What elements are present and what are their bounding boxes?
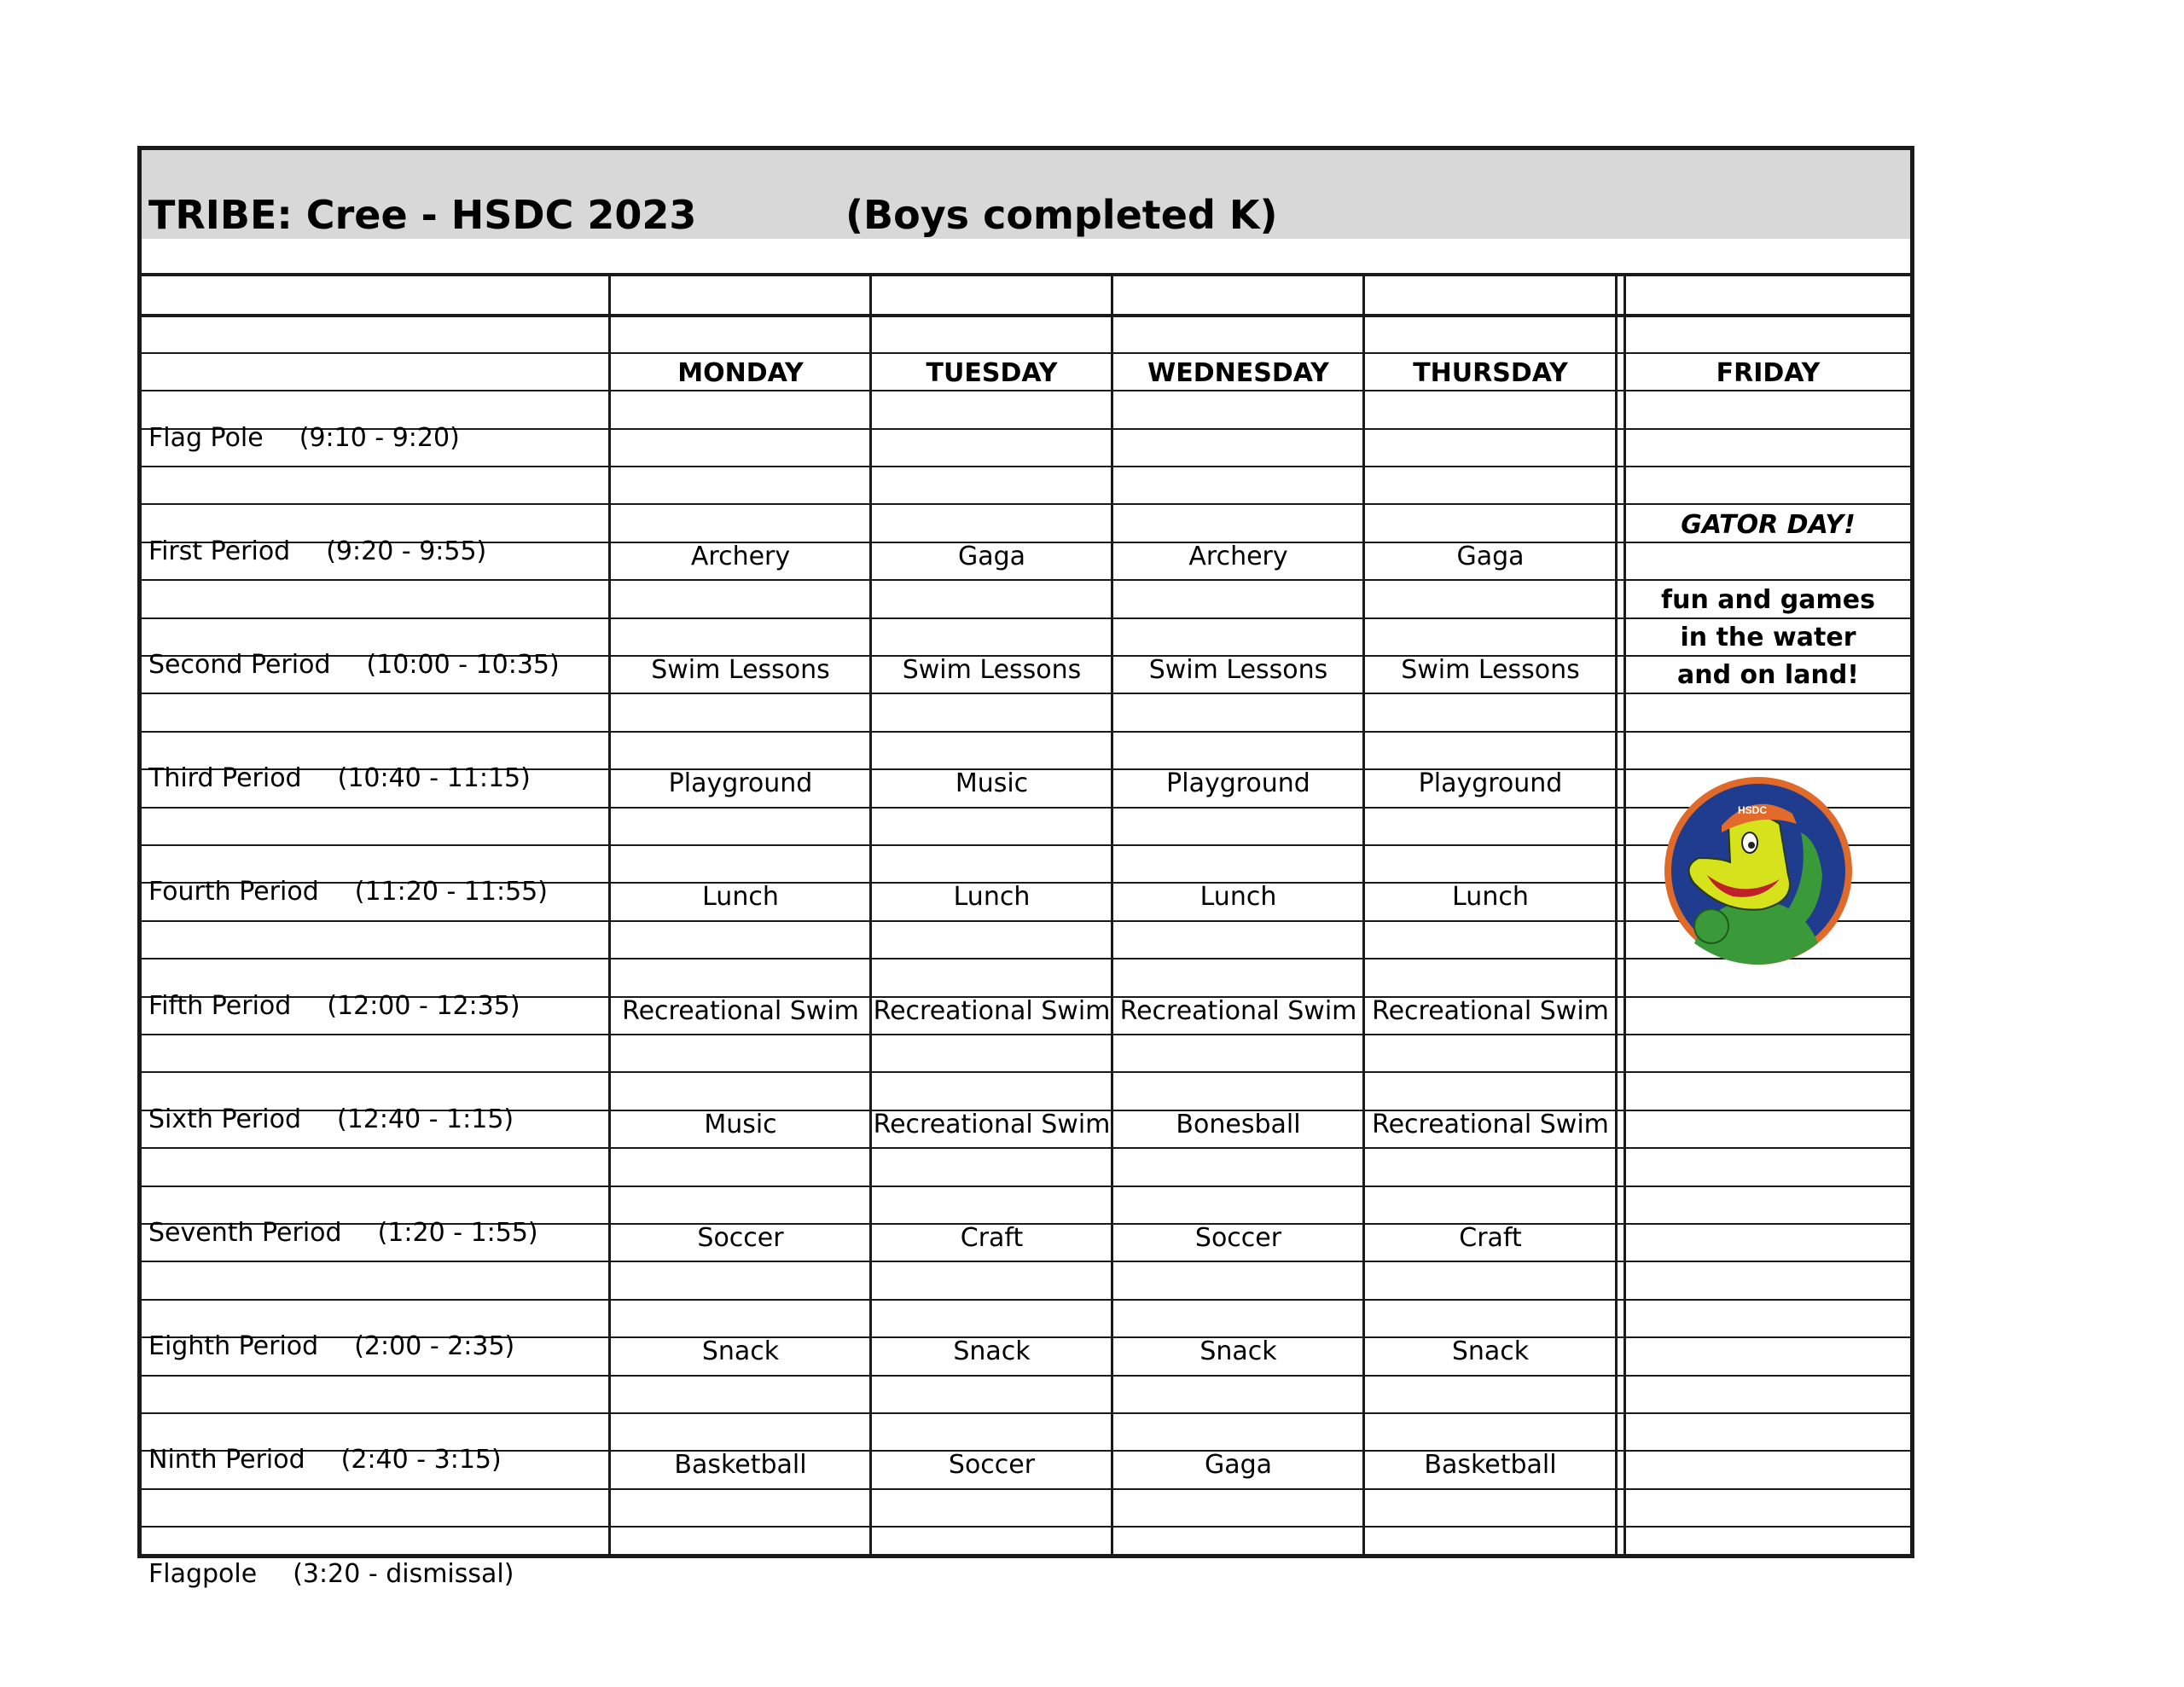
grid-row-divider <box>142 352 1910 354</box>
grid-row-divider <box>142 1526 1910 1528</box>
day-header-monday: MONDAY <box>677 358 804 388</box>
activity-cell: Snack <box>1199 1336 1277 1366</box>
grid-row-divider <box>142 466 1910 467</box>
activity-cell: Soccer <box>1194 1223 1282 1253</box>
schedule-title: TRIBE: Cree - HSDC 2023 <box>148 192 697 238</box>
period-label <box>148 533 486 571</box>
period-time: (2:40 - 3:15) <box>340 1445 502 1475</box>
activity-cell <box>1365 425 1616 462</box>
activity-cell: Playground <box>1166 768 1310 798</box>
activity-cell: Gaga <box>1204 1450 1273 1480</box>
grid-row-divider <box>142 1412 1910 1414</box>
mascot-hand <box>1694 909 1728 943</box>
schedule-sheet <box>137 146 1914 1589</box>
period-label <box>148 1441 502 1479</box>
activity-cell: Craft <box>1459 1223 1522 1253</box>
activity-cell: Recreational Swim <box>1372 1110 1609 1139</box>
period-time: (3:20 - dismissal) <box>293 1559 514 1589</box>
activity-cell: Basketball <box>674 1450 807 1480</box>
activity-cell: Lunch <box>953 882 1031 912</box>
activity-cell: Snack <box>953 1336 1031 1366</box>
grid-row-divider <box>142 807 1910 809</box>
day-header-thursday: THURSDAY <box>1413 358 1568 388</box>
activity-cell: Swim Lessons <box>1148 655 1328 685</box>
schedule-subtitle: (Boys completed K) <box>845 192 1278 238</box>
activity-cell: Lunch <box>1452 882 1529 912</box>
grid-row-divider <box>142 1261 1910 1262</box>
day-header-tuesday: TUESDAY <box>926 358 1058 388</box>
activity-cell: Recreational Swim <box>1372 996 1609 1026</box>
activity-cell <box>872 1561 1112 1598</box>
grid-row-divider <box>142 920 1910 922</box>
activity-cell: Recreational Swim <box>622 996 859 1026</box>
grid-row-divider <box>142 579 1910 581</box>
friday-note-line: fun and games <box>1661 585 1875 615</box>
grid-row-divider <box>142 1186 1910 1187</box>
activity-cell: Gaga <box>957 542 1026 571</box>
activity-cell: Recreational Swim <box>873 1110 1111 1139</box>
activity-cell <box>1113 1561 1363 1598</box>
period-name: Flag Pole <box>148 423 264 453</box>
activity-cell: Lunch <box>702 882 779 912</box>
activity-cell: Recreational Swim <box>873 996 1111 1026</box>
grid-row-divider <box>142 1488 1910 1490</box>
period-label <box>148 760 531 797</box>
period-name: Second Period <box>148 650 331 680</box>
period-label <box>148 1328 514 1365</box>
activity-cell: Swim Lessons <box>1401 655 1580 685</box>
activity-cell: Archery <box>690 542 791 571</box>
period-name: Seventh Period <box>148 1218 342 1248</box>
period-name: Flagpole <box>148 1559 258 1589</box>
grid-row-divider <box>142 314 1910 317</box>
activity-cell <box>611 425 870 462</box>
grid-column-divider <box>1623 276 1626 1554</box>
period-label <box>148 646 560 684</box>
friday-note-line: in the water <box>1680 623 1856 652</box>
grid-row-divider <box>142 503 1910 505</box>
period-name: Eighth Period <box>148 1331 319 1361</box>
gator-mascot-icon <box>1660 773 1856 969</box>
grid-row-divider <box>142 1375 1910 1377</box>
period-time: (12:00 - 12:35) <box>327 991 520 1021</box>
activity-cell: Gaga <box>1456 542 1525 571</box>
grid-row-divider <box>142 958 1910 959</box>
grid-row-divider <box>142 1299 1910 1301</box>
grid-row-divider <box>142 1034 1910 1035</box>
friday-note-line: and on land! <box>1677 660 1859 690</box>
activity-cell <box>1113 425 1363 462</box>
day-header-wednesday: WEDNESDAY <box>1147 358 1329 388</box>
activity-cell <box>611 1561 870 1598</box>
period-name: Ninth Period <box>148 1445 305 1475</box>
activity-cell: Bonesball <box>1176 1110 1301 1139</box>
grid-row-divider <box>142 1147 1910 1149</box>
activity-cell: Craft <box>960 1223 1024 1253</box>
period-time: (10:40 - 11:15) <box>337 763 531 793</box>
activity-cell: Basketball <box>1424 1450 1557 1480</box>
title-divider <box>142 273 1910 276</box>
activity-cell: Soccer <box>697 1223 784 1253</box>
activity-cell: Swim Lessons <box>651 655 830 685</box>
activity-cell: Recreational Swim <box>1119 996 1357 1026</box>
activity-cell: Snack <box>701 1336 780 1366</box>
activity-cell: Music <box>955 768 1029 798</box>
period-name: Fifth Period <box>148 991 292 1021</box>
period-name: First Period <box>148 536 291 566</box>
period-time: (11:20 - 11:55) <box>354 877 548 907</box>
activity-cell <box>1365 1561 1616 1598</box>
mascot-cap-label: HSDC <box>1737 804 1768 816</box>
period-time: (9:20 - 9:55) <box>326 536 487 566</box>
period-label <box>148 1215 538 1252</box>
period-time: (2:00 - 2:35) <box>354 1331 515 1361</box>
period-name: Third Period <box>148 763 302 793</box>
period-label <box>148 1556 514 1593</box>
activity-cell: Music <box>704 1110 777 1139</box>
grid-row-divider <box>142 1071 1910 1073</box>
friday-headline: GATOR DAY! <box>1681 510 1856 540</box>
activity-cell: Playground <box>668 768 813 798</box>
day-header-friday: FRIDAY <box>1716 358 1821 388</box>
activity-cell: Soccer <box>948 1450 1036 1480</box>
period-label <box>148 1101 514 1139</box>
period-name: Fourth Period <box>148 877 319 907</box>
period-label <box>148 988 520 1025</box>
activity-cell <box>872 425 1112 462</box>
activity-cell: Playground <box>1418 768 1563 798</box>
period-time: (12:40 - 1:15) <box>337 1104 514 1134</box>
mascot-pupil <box>1748 842 1755 849</box>
period-label <box>148 420 460 457</box>
period-label <box>148 873 548 911</box>
activity-cell: Snack <box>1451 1336 1530 1366</box>
activity-cell: Archery <box>1188 542 1288 571</box>
grid-row-divider <box>142 731 1910 733</box>
grid-row-divider <box>142 844 1910 846</box>
period-time: (1:20 - 1:55) <box>377 1218 538 1248</box>
period-name: Sixth Period <box>148 1104 301 1134</box>
period-time: (9:10 - 9:20) <box>299 423 460 453</box>
activity-cell: Lunch <box>1199 882 1277 912</box>
period-time: (10:00 - 10:35) <box>366 650 560 680</box>
activity-cell: Swim Lessons <box>902 655 1082 685</box>
